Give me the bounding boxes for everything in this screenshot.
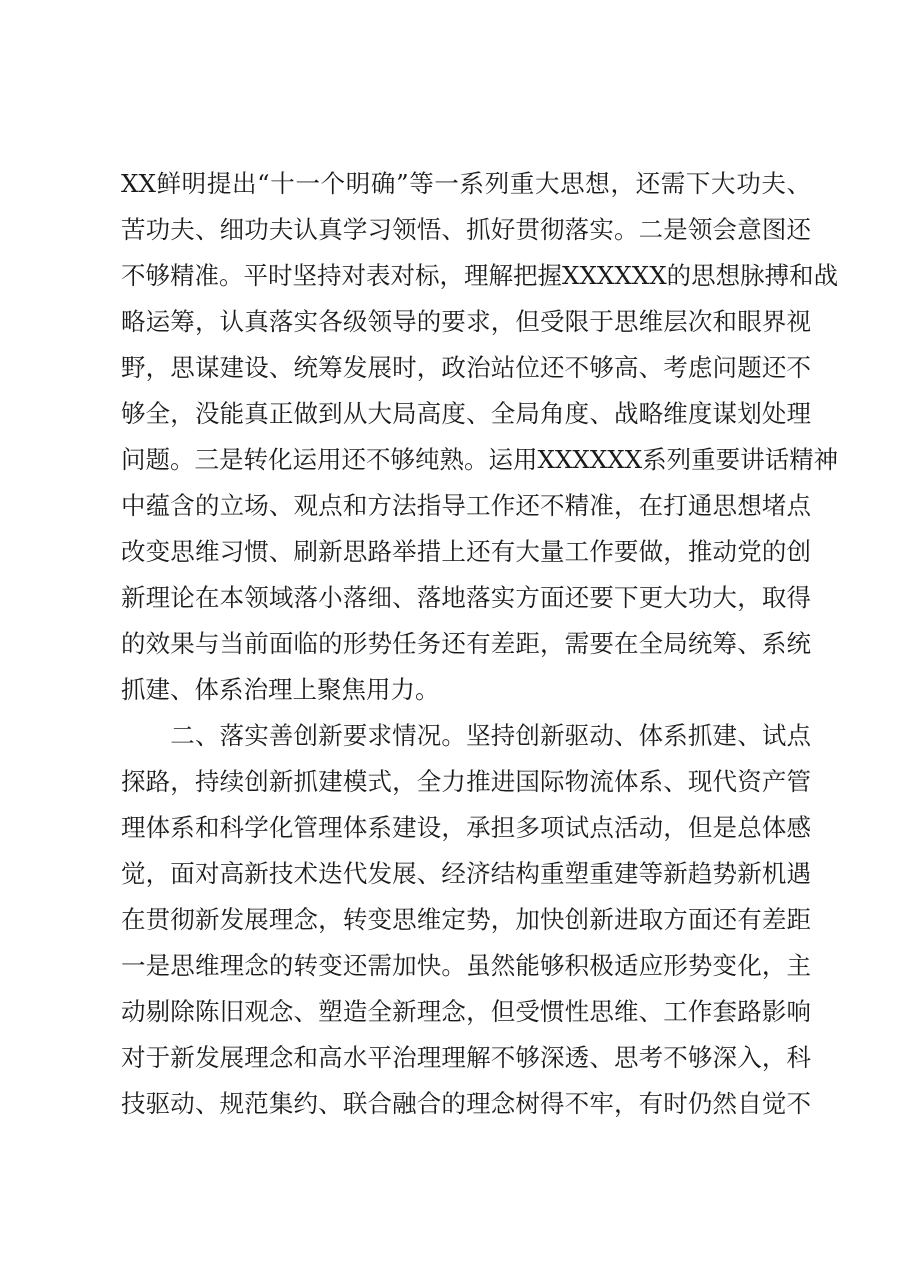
text-line: 一是思维理念的转变还需加快。虽然能够积极适应形势变化，主	[121, 951, 811, 980]
text-line: 问题。三是转化运用还不够纯熟。运用XXXXXX系列重要讲话精神	[121, 445, 839, 474]
text-line: 不够精准。平时坚持对表对标，理解把握XXXXXX的思想脉搏和战	[121, 261, 839, 290]
text-line: 探路，持续创新抓建模式，全力推进国际物流体系、现代资产管	[121, 767, 811, 796]
text-line: 技驱动、规范集约、联合融合的理念树得不牢，有时仍然自觉不	[121, 1089, 811, 1118]
text-line: 抓建、体系治理上聚焦用力。	[121, 675, 440, 704]
text-line: 的效果与当前面临的形势任务还有差距，需要在全局统筹、系统	[121, 629, 811, 658]
text-line: 够全，没能真正做到从大局高度、全局角度、战略维度谋划处理	[121, 399, 811, 428]
text-line: 动剔除陈旧观念、塑造全新理念，但受惯性思维、工作套路影响	[121, 997, 811, 1026]
text-line: 中蕴含的立场、观点和方法指导工作还不精准，在打通思想堵点	[121, 491, 811, 520]
text-line: 略运筹，认真落实各级领导的要求，但受限于思维层次和眼界视	[121, 307, 811, 336]
text-line: 新理论在本领域落小落细、落地落实方面还要下更大功大，取得	[121, 583, 811, 612]
text-line: 改变思维习惯、刷新思路举措上还有大量工作要做，推动党的创	[121, 537, 811, 566]
text-line: 理体系和科学化管理体系建设，承担多项试点活动，但是总体感	[121, 813, 811, 842]
text-line: 二、落实善创新要求情况。坚持创新驱动、体系抓建、试点	[121, 721, 811, 750]
text-line: 在贯彻新发展理念，转变思维定势，加快创新进取方面还有差距	[121, 905, 811, 934]
text-line: 野，思谋建设、统筹发展时，政治站位还不够高、考虑问题还不	[121, 353, 811, 382]
text-line: 对于新发展理念和高水平治理理解不够深透、思考不够深入，科	[121, 1043, 811, 1072]
text-line: 苦功夫、细功夫认真学习领悟、抓好贯彻落实。二是领会意图还	[121, 215, 811, 244]
text-line: 觉，面对高新技术迭代发展、经济结构重塑重建等新趋势新机遇	[121, 859, 811, 888]
text-line: XX鲜明提出“十一个明确”等一系列重大思想，还需下大功夫、	[121, 169, 811, 198]
